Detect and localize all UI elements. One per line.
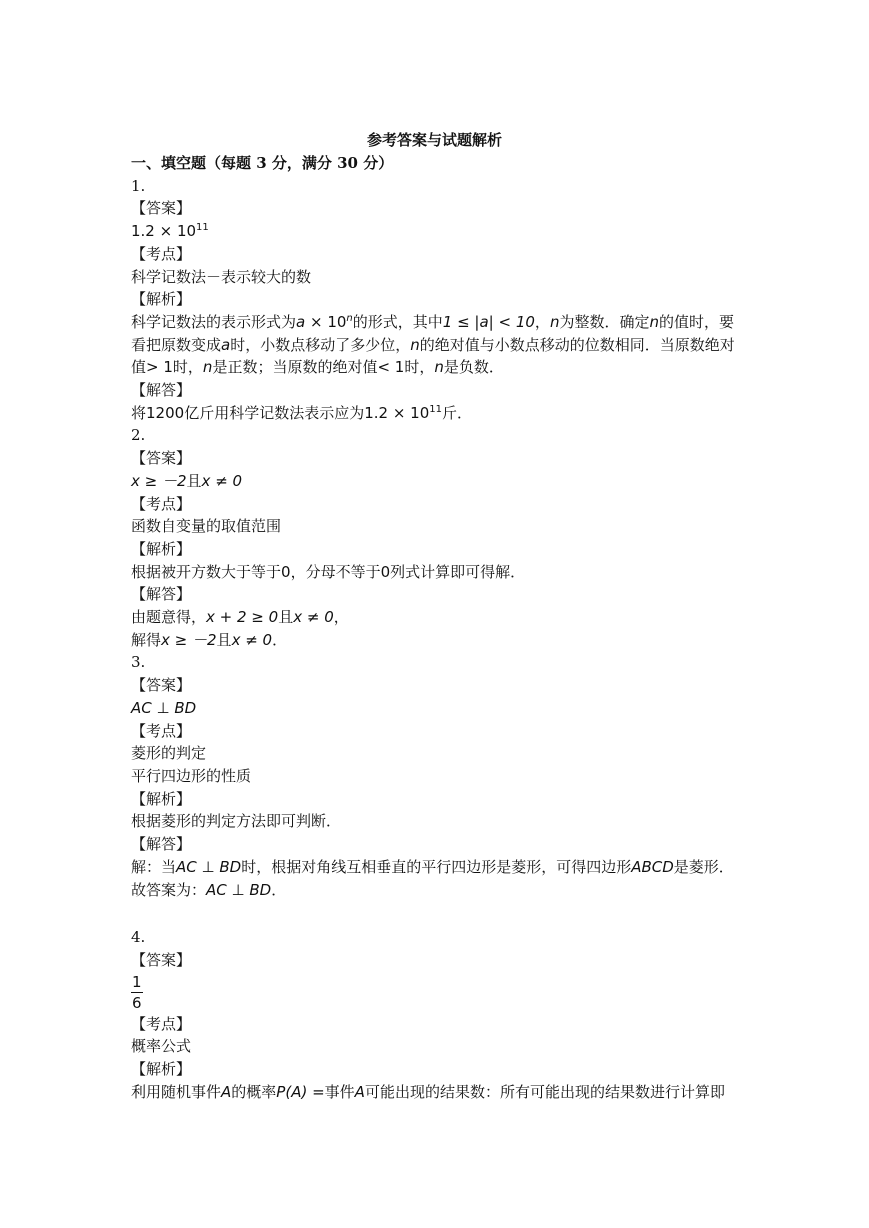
q3-kaodian-label: 【考点】 [131,721,192,740]
q3-number: 3. [131,653,146,672]
q1-kaodian-label: 【考点】 [131,244,192,263]
q2-jieda-line1: 由题意得，x + 2 ≥ 0且x ≠ 0， [131,608,349,627]
q1-answer: $1.2 \times 10^{11}$ [131,222,209,241]
q3-answer: AC ⊥ BD [131,698,197,717]
q1-jiexi-label: 【解析】 [131,290,192,309]
q4-kaodian-label: 【考点】 [131,1014,192,1033]
q4-answer-numerator: 1 [132,972,142,991]
q2-jiexi: 根据被开方数大于等于0，分母不等于0列式计算即可得解． [131,562,526,581]
q2-number: 2. [131,426,146,445]
q4-jiexi-label: 【解析】 [131,1060,192,1079]
section-heading: 一、填空题（每题 3 分，满分 30 分） [131,154,394,172]
q3-kaodian-1: 菱形的判定 [131,744,207,763]
q2-answer-label: 【答案】 [131,449,192,468]
q3-jieda-line1: 解：当AC ⊥ BD时，根据对角线互相垂直的平行四边形是菱形，可得四边形ABCD是菱形． [131,857,734,876]
q4-answer-fraction [131,972,741,1013]
spacer [131,901,741,926]
q3-jiexi: 根据菱形的判定方法即可判断． [131,812,342,831]
document-body [131,152,741,1103]
q1-answer-label: 【答案】 [131,199,192,218]
q1-number: 1. [131,176,146,195]
q3-answer-label: 【答案】 [131,676,192,695]
document-title: 参考答案与试题解析 [366,131,502,149]
q2-answer: x ≥ －2且x ≠ 0 [131,471,243,490]
q2-jieda-label: 【解答】 [131,585,192,604]
q2-kaodian-label: 【考点】 [131,494,192,513]
q3-jiexi-label: 【解析】 [131,789,192,808]
q2-jiexi-label: 【解析】 [131,539,192,558]
q3-jieda-line2: 故答案为：AC ⊥ BD． [131,880,287,899]
q4-kaodian: 概率公式 [131,1037,192,1056]
q1-jieda-label: 【解答】 [131,381,192,400]
q1-jiexi: 科学记数法的表示形式为$a \times 10^n$的形式，其中1 ≤ |a| < 10，n为整数．确定n的值时，要看把原数变成a时，小数点移动了多少位，n的绝对值与小数点移动的位数相同．当原数绝对值> 1时，n是正数；当原数的绝对值< 1时，n是负数． [131,312,735,377]
q2-kaodian: 函数自变量的取值范围 [131,517,282,536]
q1-jieda: 将1200亿斤用科学记数法表示应为$1.2 \times 10^{11}$斤． [131,403,473,422]
q1-kaodian: 科学记数法－表示较大的数 [131,267,312,286]
q4-answer-denominator: 6 [132,993,142,1012]
q4-jiexi: 利用随机事件A的概率P(A) =事件A可能出现的结果数：所有可能出现的结果数进行计算即 [131,1082,725,1101]
q4-answer-label: 【答案】 [131,950,192,969]
q4-number: 4. [131,928,146,947]
q2-jieda-line2: 解得x ≥ －2且x ≠ 0． [131,630,288,649]
q3-jieda-label: 【解答】 [131,835,192,854]
q3-kaodian-2: 平行四边形的性质 [131,766,252,785]
